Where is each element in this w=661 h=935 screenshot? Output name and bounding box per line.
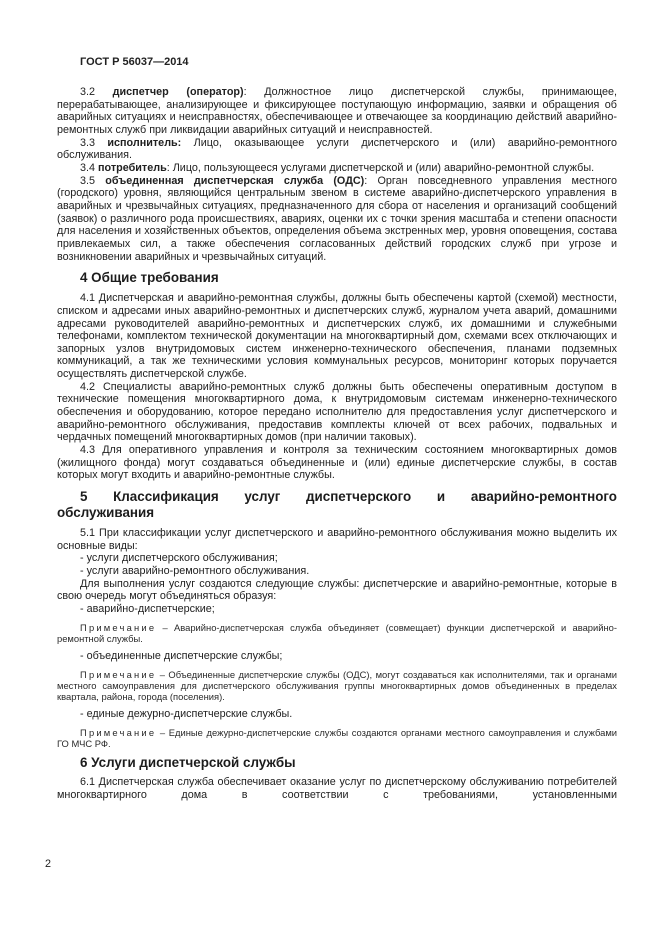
doc-number: ГОСТ Р 56037—2014 [80, 56, 189, 68]
section-5-heading-line2: обслуживания [57, 505, 155, 521]
term-name: объединенная диспетчерская служба (ОДС) [105, 174, 365, 187]
term-paragraph-3-4 [57, 162, 617, 175]
note-1 [57, 622, 617, 644]
term-definition: : Должностное лицо диспетчерской службы, принимающее, перерабатывающее, анализирующее и фиксирующее поступающую информацию, заявки и обращения об аварийных ситуациях и неисправностях, обеспечивающее и отвечающее за координацию действий аварийно-ремонтных служб при ликвидации аварийных ситуаций и неисправностей. [57, 86, 617, 136]
paragraph-5-1-continued: Для выполнения услуг создаются следующие службы: диспетчерские и аварийно-ремонтные, которые в свою очередь могут объединяться образуя: [57, 577, 617, 603]
term-paragraph-3-3 [57, 137, 617, 162]
section-6-heading: 6 Услуги диспетчерской службы [80, 755, 296, 771]
list-item-edinye: - единые дежурно-диспетчерские службы. [80, 708, 293, 721]
paragraph-4-3: 4.3 Для оперативного управления и контроля за техническим состоянием многоквартирных домов (жилищного фонда) могут создаваться объединенные и (или) единые диспетчерские службы, в состав которых могут входить и аварийно-ремонтные службы. [57, 444, 617, 482]
section-4-heading: 4 Общие требования [80, 270, 219, 286]
section-5-heading [57, 489, 617, 521]
term-name: исполнитель: [107, 136, 182, 149]
term-paragraph-3-2 [57, 86, 617, 137]
term-number: 3.5 [80, 174, 96, 187]
paragraph-6-1: 6.1 Диспетчерская служба обеспечивает оказание услуг по диспетчерскому обслуживанию потребителей многоквартирного дома в соответствии с требованиями, установленными [57, 776, 617, 802]
note-2 [57, 669, 617, 703]
list-item-avariyno-dispetcherskie: - аварийно-диспетчерские; [80, 602, 215, 615]
note-2-label: Примечание [80, 668, 157, 680]
note-3-label: Примечание [80, 726, 157, 738]
page-number: 2 [45, 858, 52, 870]
note-1-label: Примечание [80, 621, 157, 633]
note-3 [57, 727, 617, 749]
term-paragraph-3-5 [57, 175, 617, 264]
list-item-obyedinennye: - объединенные диспетчерские службы; [80, 650, 283, 663]
section-5-heading-line1: 5 Классификация услуг диспетчерского и аварийно-ремонтного [80, 489, 617, 505]
note-1-text: – Аварийно-диспетчерская служба объединяет (совмещает) функции диспетчерской и аварийно-ремонтной службы. [57, 621, 617, 644]
paragraph-4-2: 4.2 Специалисты аварийно-ремонтных служб должны быть обеспечены оперативным доступом в технические помещения многоквартирного дома, к внутридомовым системам инженерно-технического обеспечения и оборудованию, которое передано исполнителю для предоставления услуг диспетчерского и аварийно-ремонтного обслуживания, предоставив комплекты ключей от всех рабочих, подвальных и чердачных помещений многоквартирных домов (при наличии таковых). [57, 380, 617, 444]
term-definition: Лицо, оказывающее услуги диспетчерского и (или) аварийно-ремонтного обслуживания. [57, 136, 618, 162]
term-name: диспетчер (оператор) [112, 86, 244, 98]
term-definition: : Лицо, пользующееся услугами диспетчерской и (или) аварийно-ремонтной службы. [166, 161, 595, 174]
note-2-text: – Объединенные диспетчерские службы (ОДС), могут создаваться как исполнителями, так и органами местного самоуправления для диспетчерского обслуживания группы многоквартирных домов объединенных в пределах квартала, района, города (поселения). [57, 668, 617, 703]
term-number: 3.4 [80, 161, 96, 174]
list-item-dispatch-services: - услуги диспетчерского обслуживания; [80, 552, 278, 565]
list-item-emergency-services: - услуги аварийно-ремонтного обслуживания. [80, 565, 310, 577]
term-number: 3.3 [80, 136, 96, 149]
paragraph-5-1: 5.1 При классификации услуг диспетчерского и аварийно-ремонтного обслуживания можно выделить их основные виды: [57, 527, 617, 552]
paragraph-4-1: 4.1 Диспетчерская и аварийно-ремонтная службы, должны быть обеспечены картой (схемой) местности, списком и адресами иных аварийно-ремонтных и диспетчерских служб, журналом учета аварий, домашними адресами руководителей аварийно-ремонтных и диспетчерских служб, их домашними и служебными телефонами, комплектом технической документации на многоквартирный дом, схемами всех отключающих и запорных узлов внутридомовых систем инженерно-технического обеспечения, планами подземных коммуникаций, а так же техническими условия коммунальных ресурсов, мониторинг которых поручается осуществлять диспетчерской службе. [57, 292, 617, 381]
note-3-text: – Единые дежурно-диспетчерские службы создаются органами местного самоуправления и службами ГО МЧС РФ. [57, 726, 617, 750]
term-definition: : Орган повседневного управления местного (городского) уровня, являющийся центральным звеном в системе аварийно-диспетчерского управления в аварийных и чрезвычайных ситуациях, предназначенного для сбора от населения и организаций сообщений (заявок) о различного рода происшествиях, авариях, оценки их с точки зрения масштаба и степени опасности для населения и хозяйственных объектов, определения объема экстренных мер, уровня оповещения, состава привлекаемых сил, а также обеспечения согласованных действий городских служб при угрозе и возникновении аварийных и чрезвычайных ситуаций. [57, 174, 618, 263]
page-content [57, 56, 617, 802]
term-number: 3.2 [80, 86, 96, 98]
term-name: потребитель [98, 161, 167, 174]
